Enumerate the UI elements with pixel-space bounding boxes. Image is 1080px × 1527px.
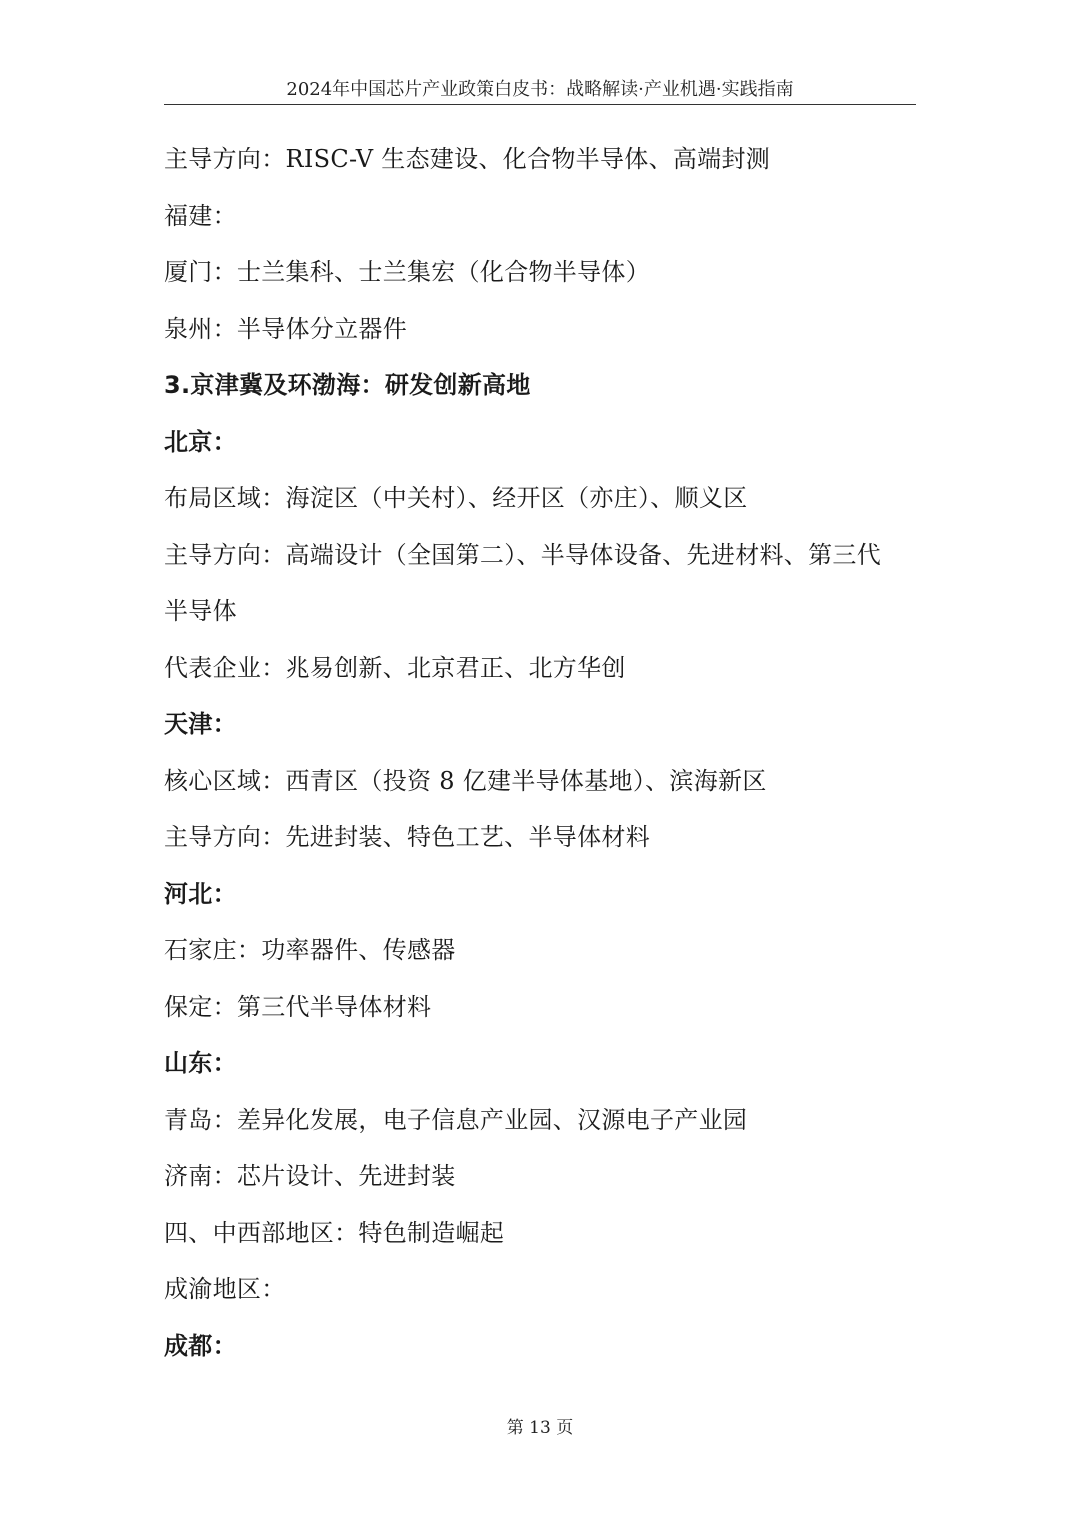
region-heading: 北京： [164,427,237,456]
running-header: 2024年中国芯片产业政策白皮书：战略解读·产业机遇·实践指南 [286,79,794,100]
text-line: 四、中西部地区：特色制造崛起 [164,1218,505,1247]
text-line: 福建： [164,201,237,230]
text-line: 保定：第三代半导体材料 [164,992,432,1021]
region-heading: 成都： [164,1331,237,1360]
text-line: 布局区域：海淀区（中关村）、经开区（亦庄）、顺义区 [164,484,748,512]
text-line: 厦门：士兰集科、士兰集宏（化合物半导体） [164,258,650,286]
header-divider [164,104,916,105]
text-line: 济南：芯片设计、先进封装 [164,1162,456,1190]
text-line: 成渝地区： [164,1275,286,1303]
region-heading: 河北： [164,879,237,908]
text-line: 泉州：半导体分立器件 [164,314,407,343]
text-line: 青岛：差异化发展，电子信息产业园、汉源电子产业园 [164,1105,748,1134]
text-line: 主导方向：RISC-V 生态建设、化合物半导体、高端封测 [164,145,771,173]
text-line: 代表企业：兆易创新、北京君正、北方华创 [164,653,626,682]
page-number: 第 13 页 [506,1418,574,1438]
text-line: 石家庄：功率器件、传感器 [164,936,456,964]
region-heading: 山东： [164,1049,237,1077]
text-line: 主导方向：先进封装、特色工艺、半导体材料 [164,823,650,851]
text-line: 半导体 [164,597,237,625]
text-line: 核心区域：西青区（投资 8 亿建半导体基地）、滨海新区 [164,766,767,795]
page-body [164,131,924,1374]
region-heading: 天津： [164,710,237,738]
section-heading: 3.京津冀及环渤海：研发创新高地 [164,371,531,399]
text-line: 主导方向：高端设计（全国第二）、半导体设备、先进材料、第三代 [164,540,881,569]
